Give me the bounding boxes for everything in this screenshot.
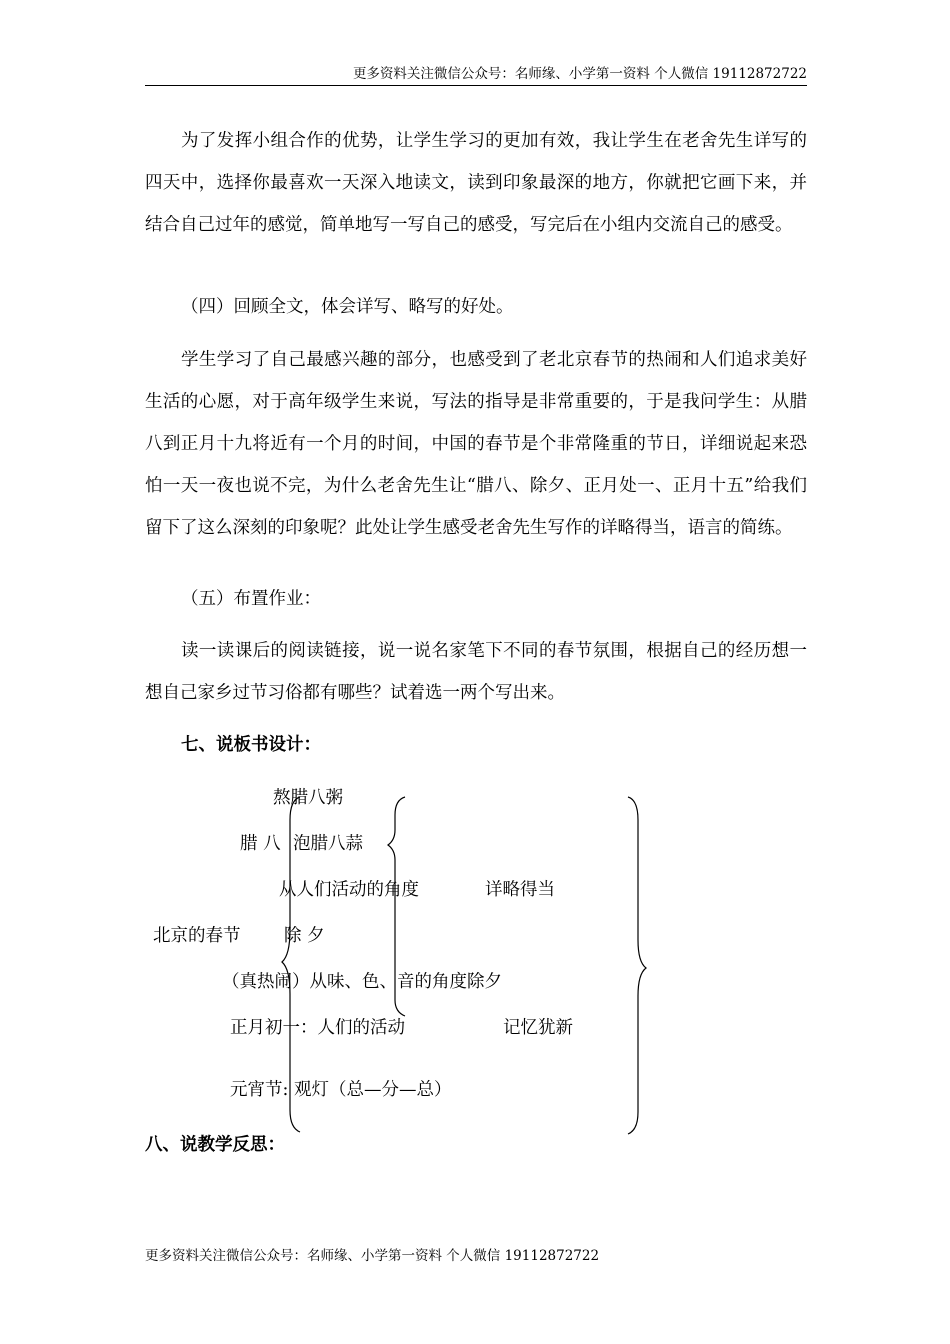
board-zhenrenao: （真热闹）从味、色、音的角度除夕 [222,972,502,992]
page-footer: 更多资料关注微信公众号：名师缘、小学第一资料 个人微信 19112872722 [145,1248,600,1264]
board-laba: 腊 八 [240,834,281,854]
board-aozhou: 熬腊八粥 [273,788,343,808]
board-jiyi: 记忆犹新 [503,1018,573,1038]
board-xianglue: 详略得当 [485,880,555,900]
paragraph-group-work: 为了发挥小组合作的优势，让学生学习的更加有效，我让学生在老舍先生详写的四天中，选择你最喜欢一天深入地读文，读到印象最深的地方，你就把它画下来，并结合自己过年的感觉，简单地写一写自己的感受，写完后在小组内交流自己的感受。 [145,131,807,235]
board-title: 北京的春节 [153,926,241,946]
paragraph-homework-heading: （五）布置作业： [181,589,321,609]
section-eight-heading: 八、说教学反思： [145,1135,285,1155]
paragraph-writing-guidance: 学生学习了自己最感兴趣的部分，也感受到了老北京春节的热闹和人们追求美好生活的心愿，对于高年级学生来说，写法的指导是非常重要的，于是我问学生：从腊八到正月十九将近有一个月的时间，中国的春节是个非常隆重的节日，详细说起来恐怕一天一夜也说不完，为什么老舍先生让“腊八、除夕、正月处一、正月十五”给我们留下了这么深刻的印象呢？此处让学生感受老舍先生写作的详略得当，语言的简练。 [145,350,807,538]
paragraph-review-heading: （四）回顾全文，体会详写、略写的好处。 [181,297,514,317]
section-seven-heading: 七、说板书设计： [181,735,321,755]
board-chuxi: 除 夕 [284,926,325,946]
board-chuyi: 正月初一：人们的活动 [230,1018,405,1038]
right-big-brace [628,797,646,1134]
paragraph-homework: 读一读课后的阅读链接，说一说名家笔下不同的春节氛围，根据自己的经历想一想自己家乡过节习俗都有哪些？试着选一两个写出来。 [145,641,807,703]
board-activity-angle: 从人们活动的角度 [279,880,419,900]
board-paosuan: 泡腊八蒜 [293,834,363,854]
board-yuanxiao: 元宵节: 观灯（总—分—总） [230,1080,452,1100]
page-header: 更多资料关注微信公众号：名师缘、小学第一资料 个人微信 19112872722 [352,66,807,82]
